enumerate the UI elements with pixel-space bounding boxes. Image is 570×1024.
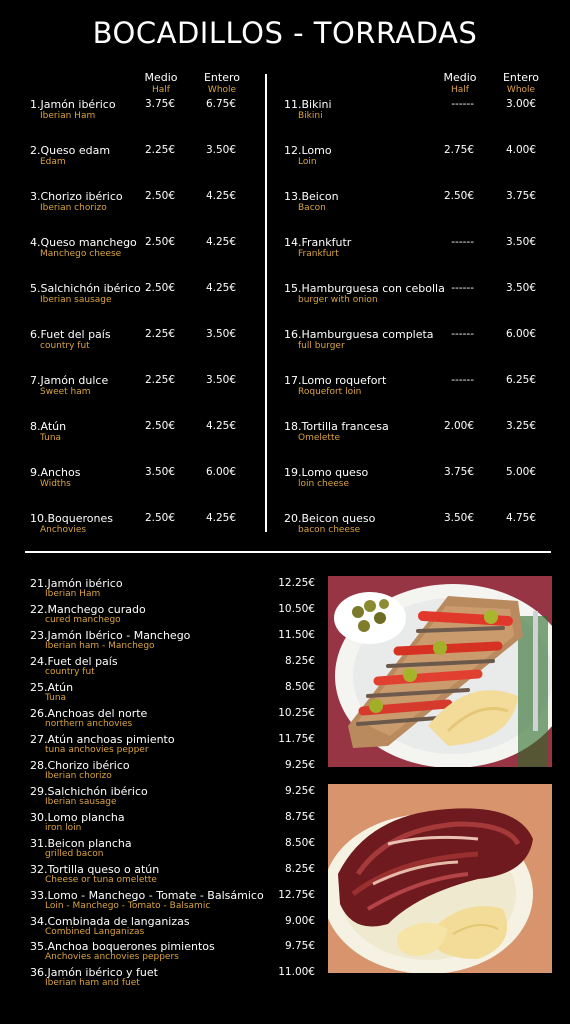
item-half-price: 3.50€ bbox=[144, 466, 175, 478]
item-name: 2.Queso edam bbox=[30, 144, 111, 157]
item-translation: Edam bbox=[40, 157, 66, 167]
item-translation: tuna anchovies pepper bbox=[45, 745, 149, 755]
menu-item bbox=[284, 374, 549, 404]
item-whole-price: 5.00€ bbox=[505, 466, 536, 478]
item-name: 12.Lomo bbox=[284, 144, 332, 157]
item-name: 10.Boquerones bbox=[30, 512, 113, 525]
torrada-item bbox=[30, 629, 320, 655]
item-name: 23.Jamón Ibérico - Manchego bbox=[30, 629, 191, 642]
item-name: 32.Tortilla queso o atún bbox=[30, 863, 160, 876]
item-half-price: 2.50€ bbox=[144, 190, 175, 202]
menu-item bbox=[30, 374, 260, 404]
item-translation: full burger bbox=[298, 341, 345, 351]
half-header-es: Medio bbox=[443, 71, 477, 84]
item-half-price: 2.25€ bbox=[144, 374, 175, 386]
item-name: 30.Lomo plancha bbox=[30, 811, 125, 824]
torrada-item bbox=[30, 759, 320, 785]
item-translation: cured manchego bbox=[45, 615, 121, 625]
item-name: 11.Bikini bbox=[284, 98, 332, 111]
item-name: 4.Queso manchego bbox=[30, 236, 137, 249]
item-translation: Anchovies anchovies peppers bbox=[45, 952, 179, 962]
item-half-price: ------ bbox=[451, 98, 474, 110]
menu-item bbox=[30, 236, 260, 266]
item-translation: Manchego cheese bbox=[40, 249, 122, 259]
item-half-price: 2.75€ bbox=[443, 144, 474, 156]
item-name: 29.Salchichón ibérico bbox=[30, 785, 148, 798]
item-price: 9.00€ bbox=[284, 915, 315, 927]
item-half-price: 2.50€ bbox=[144, 282, 175, 294]
item-name: 25.Atún bbox=[30, 681, 74, 694]
item-name: 17.Lomo roquefort bbox=[284, 374, 387, 387]
item-name: 19.Lomo queso bbox=[284, 466, 369, 479]
item-name: 8.Atún bbox=[30, 420, 67, 433]
item-translation: Anchovies bbox=[40, 525, 87, 535]
item-whole-price: 3.50€ bbox=[505, 236, 536, 248]
torrada-item bbox=[30, 940, 320, 966]
item-translation: Widths bbox=[40, 479, 71, 489]
item-whole-price: 3.25€ bbox=[505, 420, 536, 432]
item-half-price: ------ bbox=[451, 282, 474, 294]
menu-item bbox=[284, 144, 549, 174]
item-price: 11.75€ bbox=[278, 733, 315, 745]
left-half-header bbox=[131, 72, 191, 96]
item-translation: Combined Langanizas bbox=[45, 927, 145, 937]
item-name: 14.Frankfutr bbox=[284, 236, 352, 249]
menu-item bbox=[30, 144, 260, 174]
item-whole-price: 4.25€ bbox=[205, 190, 236, 202]
item-translation: Iberian ham and fuet bbox=[45, 978, 140, 988]
torrada-item bbox=[30, 707, 320, 733]
item-whole-price: 4.25€ bbox=[205, 512, 236, 524]
item-whole-price: 3.50€ bbox=[205, 374, 236, 386]
item-price: 9.25€ bbox=[284, 759, 315, 771]
item-price: 11.00€ bbox=[278, 966, 315, 978]
item-price: 9.75€ bbox=[284, 940, 315, 952]
item-name: 1.Jamón ibérico bbox=[30, 98, 116, 111]
item-translation: Bikini bbox=[298, 111, 323, 121]
item-whole-price: 4.75€ bbox=[505, 512, 536, 524]
item-translation: country fut bbox=[40, 341, 90, 351]
item-price: 8.75€ bbox=[284, 811, 315, 823]
half-header-en: Half bbox=[152, 85, 170, 95]
menu-item bbox=[284, 466, 549, 496]
item-translation: Roquefort loin bbox=[298, 387, 362, 397]
item-translation: iron loin bbox=[45, 823, 82, 833]
ham-photo bbox=[328, 784, 552, 973]
torrada-item bbox=[30, 966, 320, 992]
menu-item bbox=[284, 420, 549, 450]
item-price: 12.25€ bbox=[278, 577, 315, 589]
item-translation: country fut bbox=[45, 667, 95, 677]
torrada-item bbox=[30, 603, 320, 629]
menu-item bbox=[30, 466, 260, 496]
menu-item bbox=[30, 282, 260, 312]
item-half-price: 3.75€ bbox=[144, 98, 175, 110]
torrada-item bbox=[30, 733, 320, 759]
item-name: 24.Fuet del país bbox=[30, 655, 118, 668]
item-half-price: 2.00€ bbox=[443, 420, 474, 432]
menu-item bbox=[284, 190, 549, 220]
item-whole-price: 6.00€ bbox=[505, 328, 536, 340]
whole-header-en: Whole bbox=[506, 85, 536, 95]
item-price: 8.25€ bbox=[284, 863, 315, 875]
torrada-item bbox=[30, 577, 320, 603]
torrada-item bbox=[30, 863, 320, 889]
item-half-price: 2.50€ bbox=[144, 512, 175, 524]
menu-item bbox=[30, 98, 260, 128]
menu-item bbox=[284, 282, 549, 312]
item-translation: Iberian sausage bbox=[40, 295, 112, 305]
torrada-item bbox=[30, 785, 320, 811]
item-half-price: 2.25€ bbox=[144, 144, 175, 156]
whole-header-es: Entero bbox=[502, 71, 539, 84]
item-half-price: ------ bbox=[451, 374, 474, 386]
item-translation: northern anchovies bbox=[45, 719, 133, 729]
item-whole-price: 4.25€ bbox=[205, 282, 236, 294]
torrada-item bbox=[30, 889, 320, 915]
item-whole-price: 4.25€ bbox=[205, 420, 236, 432]
item-whole-price: 3.50€ bbox=[205, 328, 236, 340]
item-translation: Tuna bbox=[40, 433, 62, 443]
whole-header-es: Entero bbox=[203, 71, 240, 84]
menu-item bbox=[284, 236, 549, 266]
item-name: 36.Jamón ibérico y fuet bbox=[30, 966, 158, 979]
item-name: 35.Anchoa boquerones pimientos bbox=[30, 940, 215, 953]
item-name: 27.Atún anchoas pimiento bbox=[30, 733, 175, 746]
torrada-item bbox=[30, 681, 320, 707]
torrada-item bbox=[30, 915, 320, 941]
item-whole-price: 3.50€ bbox=[205, 144, 236, 156]
item-translation: Bacon bbox=[298, 203, 326, 213]
torrada-item bbox=[30, 811, 320, 837]
item-half-price: ------ bbox=[451, 328, 474, 340]
item-name: 7.Jamón dulce bbox=[30, 374, 109, 387]
item-price: 10.50€ bbox=[278, 603, 315, 615]
item-name: 6.Fuet del país bbox=[30, 328, 111, 341]
item-translation: burger with onion bbox=[298, 295, 378, 305]
item-name: 33.Lomo - Manchego - Tomate - Balsámico bbox=[30, 889, 264, 902]
item-whole-price: 4.00€ bbox=[505, 144, 536, 156]
horizontal-divider bbox=[25, 551, 551, 553]
item-price: 9.25€ bbox=[284, 785, 315, 797]
item-whole-price: 3.50€ bbox=[505, 282, 536, 294]
item-translation: loin cheese bbox=[298, 479, 350, 489]
vertical-divider bbox=[265, 74, 267, 532]
item-half-price: 3.75€ bbox=[443, 466, 474, 478]
item-half-price: 3.50€ bbox=[443, 512, 474, 524]
menu-item bbox=[284, 328, 549, 358]
item-price: 8.50€ bbox=[284, 681, 315, 693]
item-translation: Loin bbox=[298, 157, 317, 167]
item-half-price: 2.25€ bbox=[144, 328, 175, 340]
item-whole-price: 6.75€ bbox=[205, 98, 236, 110]
item-name: 22.Manchego curado bbox=[30, 603, 146, 616]
item-whole-price: 6.25€ bbox=[505, 374, 536, 386]
item-name: 5.Salchichón ibérico bbox=[30, 282, 141, 295]
right-whole-header bbox=[491, 72, 551, 96]
item-name: 28.Chorizo ibérico bbox=[30, 759, 130, 772]
item-translation: Cheese or tuna omelette bbox=[45, 875, 157, 885]
item-name: 9.Anchos bbox=[30, 466, 81, 479]
torrada-photo bbox=[328, 576, 552, 767]
item-name: 20.Beicon queso bbox=[284, 512, 376, 525]
item-whole-price: 4.25€ bbox=[205, 236, 236, 248]
item-whole-price: 3.75€ bbox=[505, 190, 536, 202]
item-translation: Sweet ham bbox=[40, 387, 91, 397]
item-price: 11.50€ bbox=[278, 629, 315, 641]
item-translation: Loin - Manchego - Tomato - Balsamic bbox=[45, 901, 211, 911]
item-price: 8.50€ bbox=[284, 837, 315, 849]
item-translation: Iberian sausage bbox=[45, 797, 117, 807]
item-translation: Omelette bbox=[298, 433, 341, 443]
item-half-price: 2.50€ bbox=[144, 236, 175, 248]
item-name: 21.Jamón ibérico bbox=[30, 577, 123, 590]
item-whole-price: 3.00€ bbox=[505, 98, 536, 110]
item-price: 10.25€ bbox=[278, 707, 315, 719]
item-translation: Iberian ham - Manchego bbox=[45, 641, 155, 651]
item-translation: Iberian chorizo bbox=[45, 771, 112, 781]
menu-item bbox=[284, 512, 549, 542]
half-header-en: Half bbox=[451, 85, 469, 95]
item-translation: grilled bacon bbox=[45, 849, 104, 859]
left-whole-header bbox=[192, 72, 252, 96]
item-name: 31.Beicon plancha bbox=[30, 837, 132, 850]
menu-item bbox=[284, 98, 549, 128]
torrada-item bbox=[30, 837, 320, 863]
torrada-item bbox=[30, 655, 320, 681]
item-name: 26.Anchoas del norte bbox=[30, 707, 148, 720]
menu-item bbox=[30, 328, 260, 358]
menu-item bbox=[30, 190, 260, 220]
item-name: 13.Beicon bbox=[284, 190, 339, 203]
half-header-es: Medio bbox=[144, 71, 178, 84]
whole-header-en: Whole bbox=[207, 85, 237, 95]
item-translation: bacon cheese bbox=[298, 525, 361, 535]
menu-item bbox=[30, 420, 260, 450]
item-name: 18.Tortilla francesa bbox=[284, 420, 389, 433]
item-half-price: 2.50€ bbox=[144, 420, 175, 432]
item-price: 12.75€ bbox=[278, 889, 315, 901]
item-half-price: ------ bbox=[451, 236, 474, 248]
item-translation: Iberian Ham bbox=[45, 589, 101, 599]
item-name: 16.Hamburguesa completa bbox=[284, 328, 434, 341]
item-translation: Frankfurt bbox=[298, 249, 339, 259]
item-price: 8.25€ bbox=[284, 655, 315, 667]
item-name: 15.Hamburguesa con cebolla bbox=[284, 282, 445, 295]
right-half-header bbox=[430, 72, 490, 96]
menu-item bbox=[30, 512, 260, 542]
item-name: 34.Combinada de langanizas bbox=[30, 915, 190, 928]
item-translation: Iberian chorizo bbox=[40, 203, 107, 213]
item-whole-price: 6.00€ bbox=[205, 466, 236, 478]
page-title: BOCADILLOS - TORRADAS bbox=[92, 16, 478, 50]
item-translation: Tuna bbox=[45, 693, 67, 703]
item-half-price: 2.50€ bbox=[443, 190, 474, 202]
item-name: 3.Chorizo ibérico bbox=[30, 190, 123, 203]
item-translation: Iberian Ham bbox=[40, 111, 96, 121]
